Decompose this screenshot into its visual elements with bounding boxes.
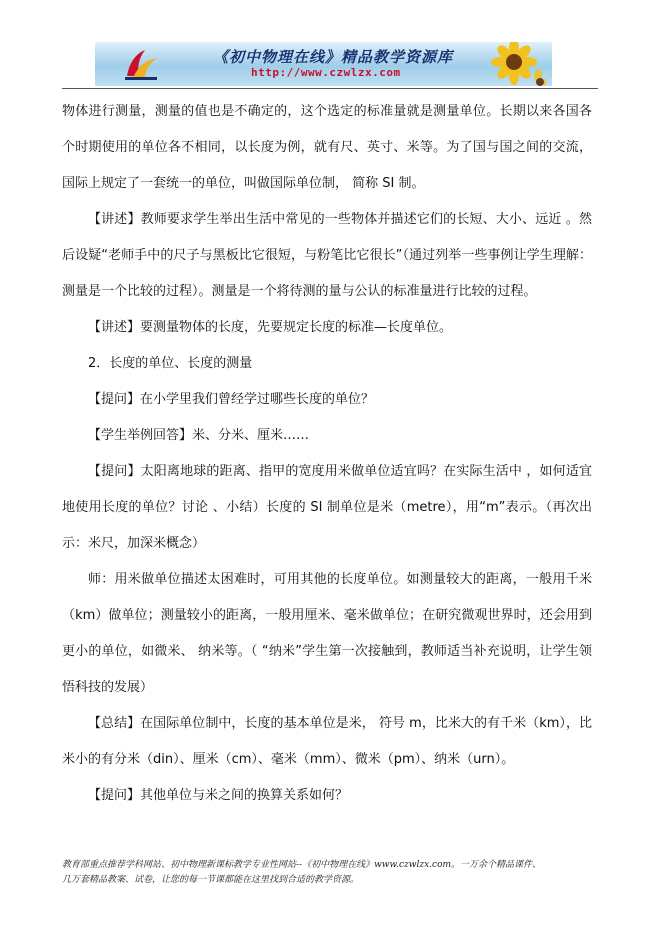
header-banner (95, 42, 552, 86)
paragraph: 【提问】其他单位与米之间的换算关系如何？ (88, 788, 349, 803)
section-heading: 2．长度的单位、长度的测量 (88, 356, 253, 371)
banner-title: 《初中物理在线》精品教学资源库 (213, 48, 454, 66)
document-body (62, 94, 592, 814)
page-footer (62, 858, 602, 888)
banner-url: http://www.czwlzx.com (251, 66, 401, 79)
sunflower-icon (466, 42, 546, 86)
paragraph: 【讲述】教师要求学生举出生活中常见的一些物体并描述它们的长短、大小、远近 。然后设疑“老师手中的尺子与黑板比它很短，与粉笔比它很长”（通过列举一些事例让学生理解：测量是一个比较的过程）。测量是一个将待测的量与公认的标准量进行比较的过程。 (62, 212, 592, 299)
paragraph: 物体进行测量，测量的值也是不确定的，这个选定的标准量就是测量单位。长期以来各国各个时期使用的单位各不相同，以长度为例，就有尺、英寸、米等。为了国与国之间的交流，国际上规定了一套统一的单位，叫做国际单位制， 简称 SI 制。 (62, 104, 592, 191)
paragraph: 【提问】太阳离地球的距离、指甲的宽度用米做单位适宜吗？在实际生活中 ，如何适宜地使用长度的单位？讨论 、小结）长度的 SI 制单位是米（metre），用“m”表示。（再次出示：米尺，加深米概念） (62, 464, 592, 551)
paragraph: 【总结】在国际单位制中，长度的基本单位是米， 符号 m，比米大的有千米（km），比米小的有分米（din）、厘米（cm）、毫米（mm）、微米（pm）、纳米（urn）。 (62, 716, 592, 767)
paragraph: 【讲述】要测量物体的长度，先要规定长度的标准—长度单位。 (88, 320, 453, 335)
site-logo-icon (119, 46, 163, 82)
paragraph: 【提问】在小学里我们曾经学过哪些长度的单位？ (88, 392, 375, 407)
footer-line: 几万套精品教案、试卷，让您的每一节课都能在这里找到合适的教学资源。 (62, 875, 360, 885)
paragraph: 师：用米做单位描述太困难时，可用其他的长度单位。如测量较大的距离，一般用千米（km）做单位；测量较小的距离，一般用厘米、毫米做单位；在研究微观世界时，还会用到更小的单位，如微米、 纳米等。（ “纳米”学生第一次接触到，教师适当补充说明，让学生领悟科技的发展） (62, 572, 592, 695)
footer-line: 教育部重点推荐学科网站、初中物理新课标教学专业性网站--《初中物理在线》www.czwlzx.com。一万余个精品课件、 (62, 860, 542, 870)
paragraph: 【学生举例回答】米、分米、厘米…… (88, 428, 310, 443)
header-divider (62, 88, 598, 89)
